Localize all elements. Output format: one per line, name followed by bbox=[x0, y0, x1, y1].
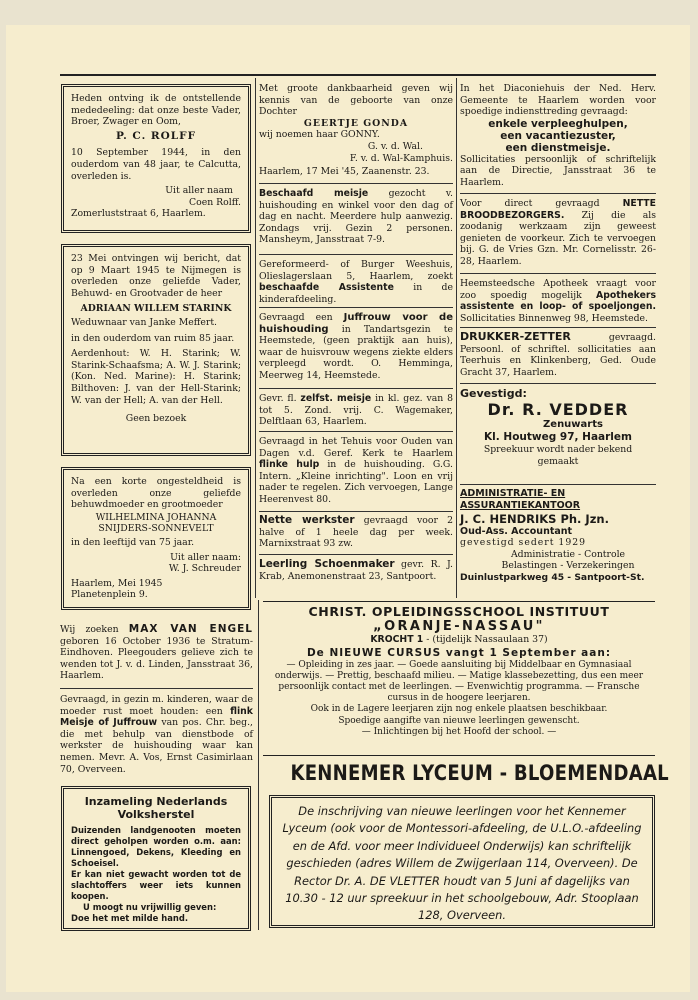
broodbezorgers-ad: Voor direct gevraagd NETTE BROODBEZORGERS. Zij die als zoodanig werkzaam zijn geweest genieten de voorkeur. Zich te vervoegen bij. G. de Vries Gzn. Mr. Cornelisstr. 26-28, Haarlem. bbox=[460, 198, 656, 267]
tehuis-ad: Gevraagd in het Tehuis voor Ouden van Dagen v.d. Geref. Kerk te Haarlem flinke hulp in de huishouding. G.G. Intern. „Kleine inrichting". Loon en vrij nader te regelen. Zich vervoegen, Lange Heerenvest 80. bbox=[259, 436, 453, 505]
lyceum-notice-box: De inschrijving van nieuwe leerlingen voor het Kennemer Lyceum (ook voor de Montessori-afdeeling, de U.L.O.-afdeeling en de Afd. voor meer Individueel Onderwijs) kan schriftelijk geschieden (adres Willem de Zwijgerlaan 114, Overveen). De Rector Dr. A. DE VLETTER houdt van 5 Juni af dagelijks van 10.30 - 12 uur spreekuur in het schoolgebouw, Adr. Stooplaan 128, Overveen. bbox=[269, 795, 655, 928]
top-rule bbox=[60, 74, 656, 76]
vedder-ad: Gevestigd: Dr. R. VEDDER Zenuwarts Kl. Houtweg 97, Haarlem Spreekuur wordt nader bekend gemaakt bbox=[460, 387, 633, 467]
apotheek-ad: Heemsteedsche Apotheek vraagt voor zoo spoedig mogelijk Apothekers assistente en loop- of spoeljongen. Sollicitaties Binnenweg 98, Heemstede. bbox=[460, 278, 656, 324]
oranje-bottom-rule bbox=[263, 755, 655, 756]
beschaafd-meisje-ad: Beschaafd meisje gezocht v. huishouding en winkel voor den dag of dag en nacht. Meerdere hulp aanwezig. Zondags vrij. Gezin 2 personen. Mansheym, Jansstraat 7-9. bbox=[259, 188, 453, 246]
column-rule-1 bbox=[255, 78, 256, 598]
separator bbox=[460, 273, 656, 274]
meisje-ad: Gevraagd, in gezin m. kinderen, waar de moeder rust moet houden: een flink Meisje of Juffrouw van pos. Chr. beg., die met behulp van dienstbode of werkster de huishouding waar kan nemen. Mevr. A. Vos, Ernst Casimirlaan 70, Overveen. bbox=[60, 694, 253, 775]
separator bbox=[259, 254, 453, 255]
max-van-engel-ad: Wij zoeken MAX VAN ENGEL geboren 16 October 1936 te Stratum-Eindhoven. Pleegouders gelieve zich te wenden tot J. v. d. Linden, Jansstraat 36, Haarlem. bbox=[60, 623, 253, 682]
separator bbox=[460, 193, 656, 194]
separator bbox=[259, 183, 453, 184]
separator bbox=[259, 554, 453, 555]
separator bbox=[259, 511, 453, 512]
separator bbox=[460, 327, 656, 328]
separator bbox=[460, 484, 656, 485]
separator bbox=[259, 388, 453, 389]
oranje-top-rule bbox=[263, 601, 655, 602]
separator bbox=[259, 431, 453, 432]
snijders-notice: Na een korte ongesteldheid is overleden onze geliefde behuwdmoeder en grootmoeder WILHELMINA JOHANNA SNIJDERS-SONNEVELT in den leeftijd van 75 jaar. Uit aller naam: W. J. Schreuder Haarlem, Mei 1945 Planetenplein 9. bbox=[61, 467, 251, 610]
werkster-ad: Nette werkster gevraagd voor 2 halve of 1 heele dag per week. Marnixstraat 93 zw. bbox=[259, 514, 453, 550]
column-rule-2 bbox=[456, 78, 457, 598]
starink-notice: 23 Mei ontvingen wij bericht, dat op 9 Maart 1945 te Nijmegen is overleden onze geliefde Vader, Behuwd- en Grootvader de heer ADRIAAN WILLEM STARINK Weduwnaar van Janke Meffert. in den ouderdom van ruim 85 jaar. Aerdenhout: W. H. Starink; W. Starink-Schaafsma; A. W. J. Starink; (Kon. Ned. Marine): H. Starink; Bilthoven: J. van der Hell-Starink; W. van der Hell; A. van der Hell. Geen bezoek bbox=[61, 244, 251, 456]
oranje-nassau-ad: CHRIST. OPLEIDINGSSCHOOL INSTITUUT „ORANJE-NASSAU" KROCHT 1 - (tijdelijk Nassaulaan 37) De NIEUWE CURSUS vangt 1 September aan: — Opleiding in zes jaar. — Goede aansluiting bij Middelbaar en Gymnasiaal onderwijs. — Prettig, beschaafd milieu. — Matige klassebezetting, dus een meer persoonlijk contact met de leerlingen. — Evenwichtig programma. — Fransche cursus in de hoogere leerjaren. Ook in de Lagere leerjaren zijn nog enkele plaatsen beschikbaar. Spoedige aangifte van nieuwe leerlingen gewenscht. — Inlichtingen bij het Hoofd der school. — bbox=[274, 604, 644, 737]
zelfst-meisje-ad: Gevr. fl. zelfst. meisje in kl. gez. van 8 tot 5. Zond. vrij. C. Wagemaker, Delftlaan 63, Haarlem. bbox=[259, 393, 453, 428]
separator bbox=[60, 688, 253, 689]
diaconiehuis-ad: In het Diaconiehuis der Ned. Herv. Gemeente te Haarlem worden voor spoedige indiensttreding gevraagd: enkele verpleeghulpen, een vacantiezuster, een dienstmeisje. Sollicitaties persoonlijk of schriftelijk aan de Directie, Jansstraat 36 te Haarlem. bbox=[460, 83, 656, 188]
separator bbox=[259, 307, 453, 308]
tandarts-ad: Gevraagd een Juffrouw voor de huishouding in Tandartsgezin te Heemstede, (geen praktijk aan huis), waar de huisvrouw wegens ziekte elders verpleegd wordt. O. Hemminga, Meerweg 14, Heemstede. bbox=[259, 312, 453, 381]
drukker-zetter-ad: DRUKKER-ZETTER gevraagd. Persoonl. of schriftel. sollicitaties aan Teerhuis en Klinkenberg, Ged. Oude Gracht 37, Haarlem. bbox=[460, 330, 656, 378]
schoenmaker-ad: Leerling Schoenmaker gevr. R. J. Krab, Anemonenstraat 23, Santpoort. bbox=[259, 558, 453, 582]
gonda-birth-notice: Met groote dankbaarheid geven wij kennis van de geboorte van onze Dochter GEERTJE GONDA wij noemen haar GONNY. G. v. d. Wal. F. v. d. Wal-Kamphuis. Haarlem, 17 Mei '45, Zaanenstr. 23. bbox=[259, 83, 453, 178]
hendriks-ad: ADMINISTRATIE- EN ASSURANTIEKANTOOR J. C. HENDRIKS Ph. Jzn. Oud-Ass. Accountant gevestigd sedert 1929 Administratie - Controle Belastingen - Verzekeringen Duinlustparkweg 45 - Santpoort-St. bbox=[460, 488, 645, 583]
column-rule-3 bbox=[258, 600, 259, 930]
volksherstel-ad: Inzameling Nederlands Volksherstel Duizenden landgenooten moeten direct geholpen worden o.m. aan: Linnengoed, Dekens, Kleeding en Schoeisel. Er kan niet gewacht worden tot de slachtoffers weer iets kunnen koopen. U moogt nu vrijwillig geven: Doe het met milde hand. bbox=[61, 786, 251, 931]
kennemer-lyceum-ad: KENNEMER LYCEUM - BLOEMENDAAL bbox=[290, 761, 669, 785]
weeshuis-ad: Gereformeerd- of Burger Weeshuis, Olieslagerslaan 5, Haarlem, zoekt beschaafde Assistente in de kinderafdeeling. bbox=[259, 259, 453, 305]
rolff-notice: Heden ontving ik de ontstellende mededeeling: dat onze beste Vader, Broer, Zwager en Oom, P. C. ROLFF 10 September 1944, in den ouderdom van 48 jaar, te Calcutta, overleden is. Uit aller naam Coen Rolff. Zomerluststraat 6, Haarlem. bbox=[61, 84, 251, 233]
separator bbox=[460, 383, 656, 384]
